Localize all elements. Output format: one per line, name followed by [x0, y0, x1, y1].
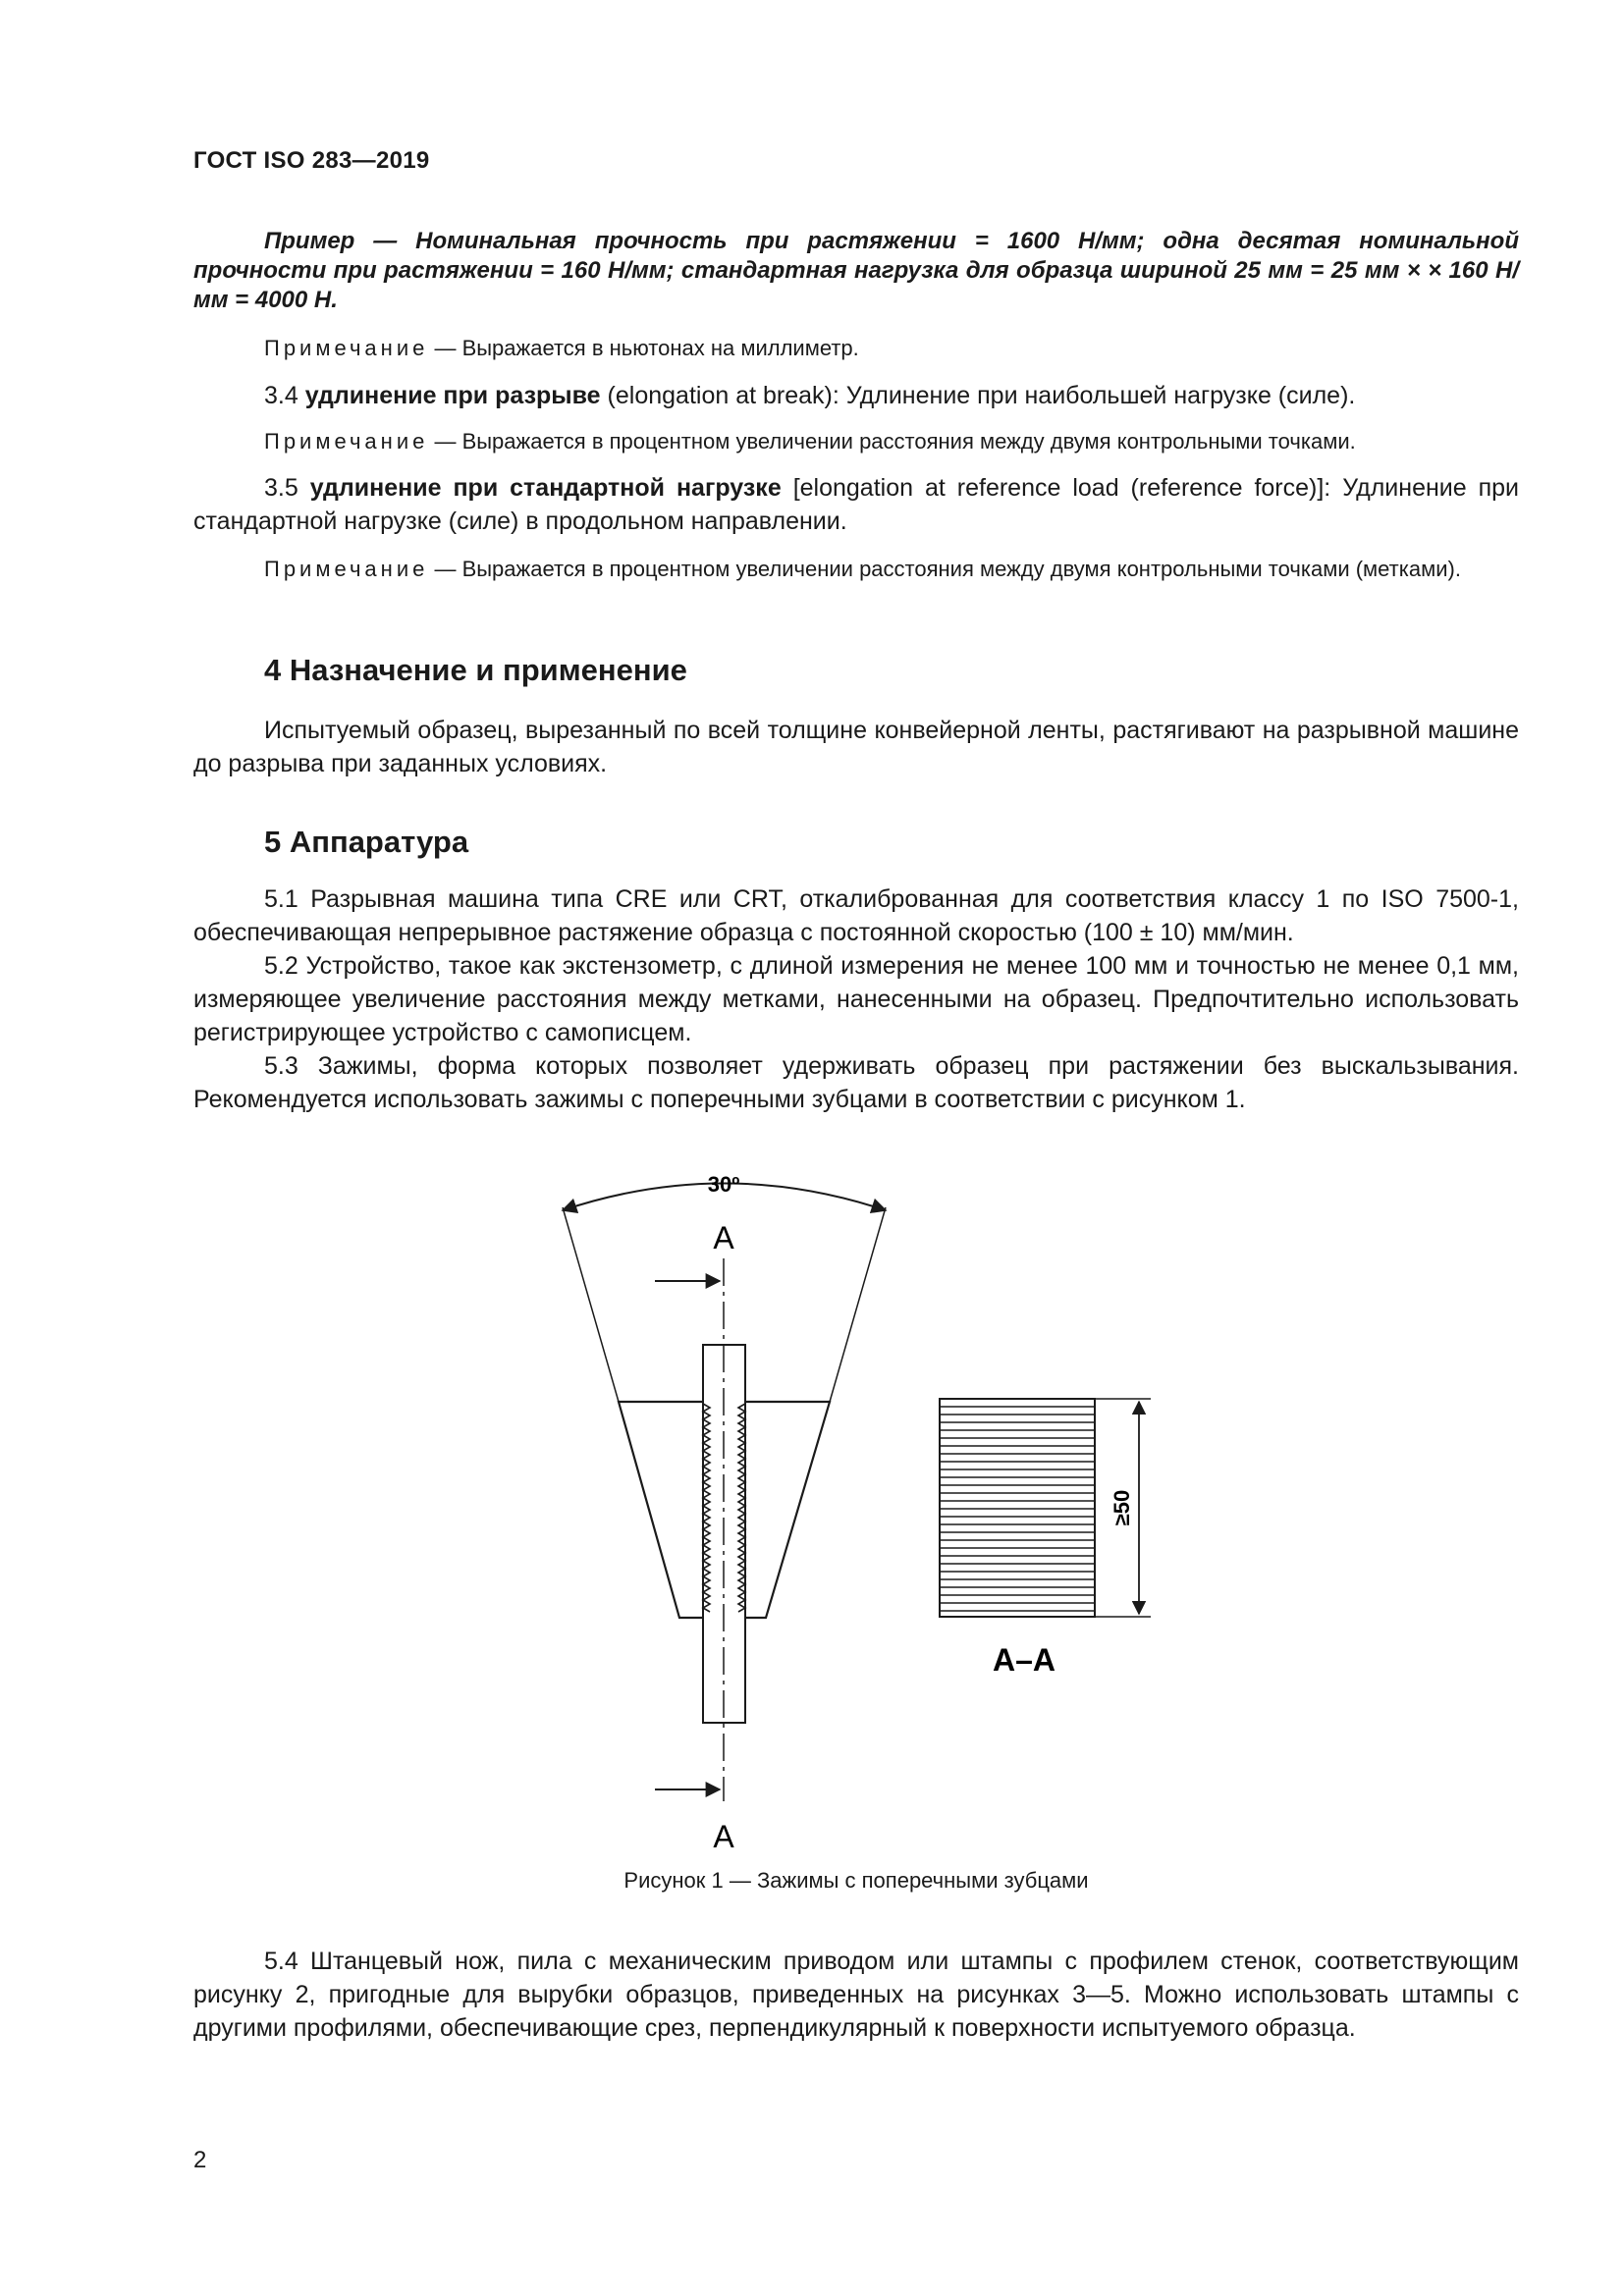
clause-5-1: 5.1 Разрывная машина типа CRE или CRT, откалиброванная для соответствия классу 1 по ISO 7500-1, обеспечивающая непрерывное растяжение образца с постоянной скоростью (100 ± 10) мм/мин. [193, 885, 1519, 946]
note-label: Примечание [264, 557, 429, 581]
clause-number: 3.4 [264, 382, 305, 409]
note-text: — Выражается в ньютонах на миллиметр. [428, 336, 859, 360]
clause-text: [elongation at reference load (reference force)]: Удлинение при стандартной нагрузке (силе) в продольном направлении. [193, 474, 1520, 535]
note-label: Примечание [264, 429, 429, 454]
section-4-text: Испытуемый образец, вырезанный по всей толщине конвейерной ленты, растягивают на разрывной машине до разрыва при заданных условиях. [193, 717, 1519, 777]
dimension-label: ≥50 [1110, 1489, 1134, 1526]
section-5-heading: 5 Аппаратура [264, 825, 469, 859]
note-text: — Выражается в процентном увеличении расстояния между двумя контрольными точками. [428, 429, 1356, 454]
section-view-box [940, 1399, 1095, 1617]
page-number: 2 [193, 2147, 207, 2173]
cone-extension-left [563, 1207, 619, 1402]
cone-extension-right [830, 1207, 886, 1402]
clause-5-2: 5.2 Устройство, такое как экстензометр, с длиной измерения не менее 100 мм и точностью не менее 0,1 мм, измеряющее увеличение расстояния между метками, нанесенными на образец. Предпочтительно использовать регистрирующее устройство с самописцем. [193, 952, 1519, 1046]
document-code-header: ГОСТ ISO 283—2019 [193, 147, 430, 174]
teeth-right [738, 1404, 745, 1612]
section-view-label: А–А [992, 1642, 1056, 1678]
teeth-left [703, 1404, 710, 1612]
section-mark-bottom: А [713, 1819, 734, 1854]
clause-term: удлинение при стандартной нагрузке [309, 474, 782, 502]
clause-number: 3.5 [264, 474, 310, 502]
clamp-jaw-left [619, 1402, 703, 1618]
figure-caption: Рисунок 1 — Зажимы с поперечными зубцами [623, 1868, 1089, 1893]
clause-5-4: 5.4 Штанцевый нож, пила с механическим приводом или штампы с профилем стенок, соответствующим рисунку 2, пригодные для вырубки образцов, приведенных на рисунках 3—5. Можно использовать штампы с другими профилями, обеспечивающие срез, перпендикулярный к поверхности испытуемого образца. [193, 1948, 1519, 2042]
note-text: — Выражается в процентном увеличении расстояния между двумя контрольными точками (метками). [428, 557, 1461, 581]
section-4-heading: 4 Назначение и применение [264, 653, 687, 687]
clause-term: удлинение при разрыве [304, 382, 601, 409]
clause-5-3: 5.3 Зажимы, форма которых позволяет удерживать образец при растяжении без выскальзывания. Рекомендуется использовать зажимы с поперечными зубцами в соответствии с рисунком 1. [193, 1052, 1519, 1113]
section-mark-top: А [713, 1220, 734, 1255]
note-label: Примечание [264, 336, 429, 360]
example-text: Пример — Номинальная прочность при растяжении = 1600 Н/мм; одна десятая номинальной прочности при растяжении = 160 Н/мм; стандартная нагрузка для образца шириной 25 мм = 25 мм × × 160 Н/мм = 4000 Н. [193, 228, 1519, 313]
clamp-jaw-right [745, 1402, 830, 1618]
clause-text: (elongation at break): Удлинение при наибольшей нагрузке (силе). [600, 382, 1356, 409]
clause-5-4-block [193, 1945, 1519, 2045]
angle-label: 30º [707, 1172, 740, 1197]
